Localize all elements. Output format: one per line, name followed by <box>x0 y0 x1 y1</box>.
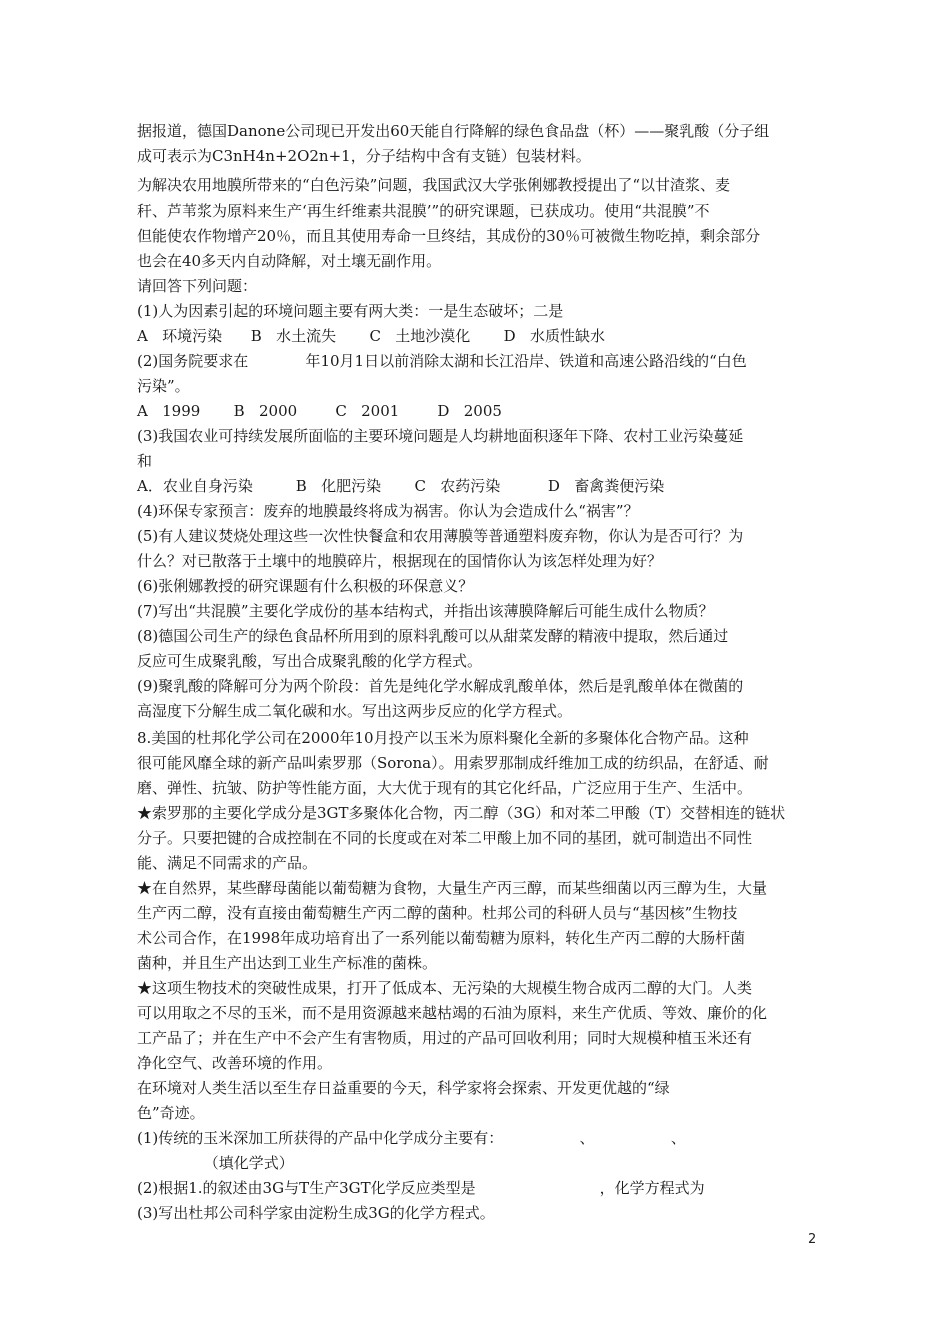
question-line: 高湿度下分解生成二氧化碳和水。写出这两步反应的化学方程式。 <box>137 702 573 720</box>
question-line: 反应可生成聚乳酸，写出合成聚乳酸的化学方程式。 <box>137 652 483 670</box>
question-line: (2)国务院要求在 年10月1日以前消除太湖和长江沿岸、铁道和高速公路沿线的“白色 <box>137 352 747 370</box>
text-line: 净化空气、改善环境的作用。 <box>137 1054 333 1072</box>
text-line: ★索罗那的主要化学成分是3GT多聚体化合物，丙二醇（3G）和对苯二甲酸（T）交替相连的链状 <box>137 804 786 822</box>
question-line: 污染”。 <box>137 377 190 395</box>
text-line: 生产丙二醇，没有直接由葡萄糖生产丙二醇的菌种。杜邦公司的科研人员与“基因核”生物技 <box>137 904 738 922</box>
text-line: 可以用取之不尽的玉米，而不是用资源越来越枯竭的石油为原料，来生产优质、等效、廉价的化 <box>137 1004 768 1022</box>
question-line: (3)写出杜邦公司科学家由淀粉生成3G的化学方程式。 <box>137 1204 495 1222</box>
question-line: (6)张俐娜教授的研究课题有什么积极的环保意义？ <box>137 577 474 595</box>
text-line: 成可表示为C3nH4n+2O2n+1，分子结构中含有支链）包装材料。 <box>137 147 591 165</box>
question-line: (3)我国农业可持续发展所面临的主要环境问题是人均耕地面积逐年下降、农村工业污染蔓延 <box>137 427 744 445</box>
text-line: 磨、弹性、抗皱、防护等性能方面，大大优于现有的其它化纤品，广泛应用于生产、生活中。 <box>137 779 753 797</box>
question-line: (5)有人建议焚烧处理这些一次性快餐盒和农用薄膜等普通塑料废弃物，你认为是否可行？为 <box>137 527 744 545</box>
text-line: 工产品了；并在生产中不会产生有害物质，用过的产品可回收利用；同时大规模种植玉米还有 <box>137 1029 753 1047</box>
text-line: 能、满足不同需求的产品。 <box>137 854 318 872</box>
question-line: (4)环保专家预言：废弃的地膜最终将成为祸害。你认为会造成什么“祸害”？ <box>137 502 639 520</box>
answer-options: A 1999 B 2000 C 2001 D 2005 <box>137 402 502 420</box>
question-line: 和 <box>137 452 153 470</box>
text-line: 请回答下列问题： <box>137 277 258 295</box>
text-line: 在环境对人类生活以至生存日益重要的今天，科学家将会探索、开发更优越的“绿 <box>137 1079 670 1097</box>
question-line: (2)根据1.的叙述由3G与T生产3GT化学反应类型是 ，化学方程式为 <box>137 1179 705 1197</box>
question-line: (9)聚乳酸的降解可分为两个阶段：首先是纯化学水解成乳酸单体，然后是乳酸单体在微菌的 <box>137 677 744 695</box>
text-line: 术公司合作，在1998年成功培育出了一系列能以葡萄糖为原料，转化生产丙二醇的大肠杆菌 <box>137 929 746 947</box>
text-line: 色”奇迹。 <box>137 1104 205 1122</box>
question-line: 什么？对已散落于土壤中的地膜碎片，根据现在的国情你认为该怎样处理为好？ <box>137 552 663 570</box>
text-line: 8.美国的杜邦化学公司在2000年10月投产以玉米为原料聚化全新的多聚体化合物产品。这种 <box>137 729 749 747</box>
question-line: （填化学式） <box>137 1154 294 1172</box>
text-line: ★这项生物技术的突破性成果，打开了低成本、无污染的大规模生物合成丙二醇的大门。人类 <box>137 979 753 997</box>
text-line: 很可能风靡全球的新产品叫索罗那（Sorona）。用索罗那制成纤维加工成的纺织品，在舒适、耐 <box>137 754 769 772</box>
answer-options: A．农业自身污染 B 化肥污染 C 农药污染 D 畜禽粪便污染 <box>137 477 665 495</box>
text-line: 也会在40多天内自动降解，对土壤无副作用。 <box>137 252 442 270</box>
text-line: 为解决农用地膜所带来的“白色污染”问题，我国武汉大学张俐娜教授提出了“以甘渣浆、麦 <box>137 176 731 194</box>
text-line: 秆、芦苇浆为原料来生产‘再生纤维素共混膜’”的研究课题，已获成功。使用“共混膜”不 <box>137 202 710 220</box>
text-line: 据报道，德国Danone公司现已开发出60天能自行降解的绿色食品盘（杯）——聚乳酸（分子组 <box>137 122 770 140</box>
question-line: (1)传统的玉米深加工所获得的产品中化学成分主要有： 、 、 <box>137 1129 686 1147</box>
page-number: 2 <box>808 1232 817 1247</box>
question-line: (8)德国公司生产的绿色食品杯所用到的原料乳酸可以从甜菜发酵的精液中提取，然后通过 <box>137 627 729 645</box>
answer-options: A 环境污染 B 水土流失 C 土地沙漠化 D 水质性缺水 <box>137 327 605 345</box>
question-line: (1)人为因素引起的环境问题主要有两大类：一是生态破坏；二是 <box>137 302 564 320</box>
text-line: ★在自然界，某些酵母菌能以葡萄糖为食物，大量生产丙三醇，而某些细菌以丙三醇为生，大量 <box>137 879 768 897</box>
text-line: 但能使农作物增产20％，而且其使用寿命一旦终结，其成份的30％可被微生物吃掉，剩余部分 <box>137 227 761 245</box>
text-line: 分子。只要把键的合成控制在不同的长度或在对苯二甲酸上加不同的基团，就可制造出不同性 <box>137 829 753 847</box>
text-line: 菌种，并且生产出达到工业生产标准的菌株。 <box>137 954 438 972</box>
question-line: (7)写出“共混膜”主要化学成份的基本结构式，并指出该薄膜降解后可能生成什么物质？ <box>137 602 714 620</box>
